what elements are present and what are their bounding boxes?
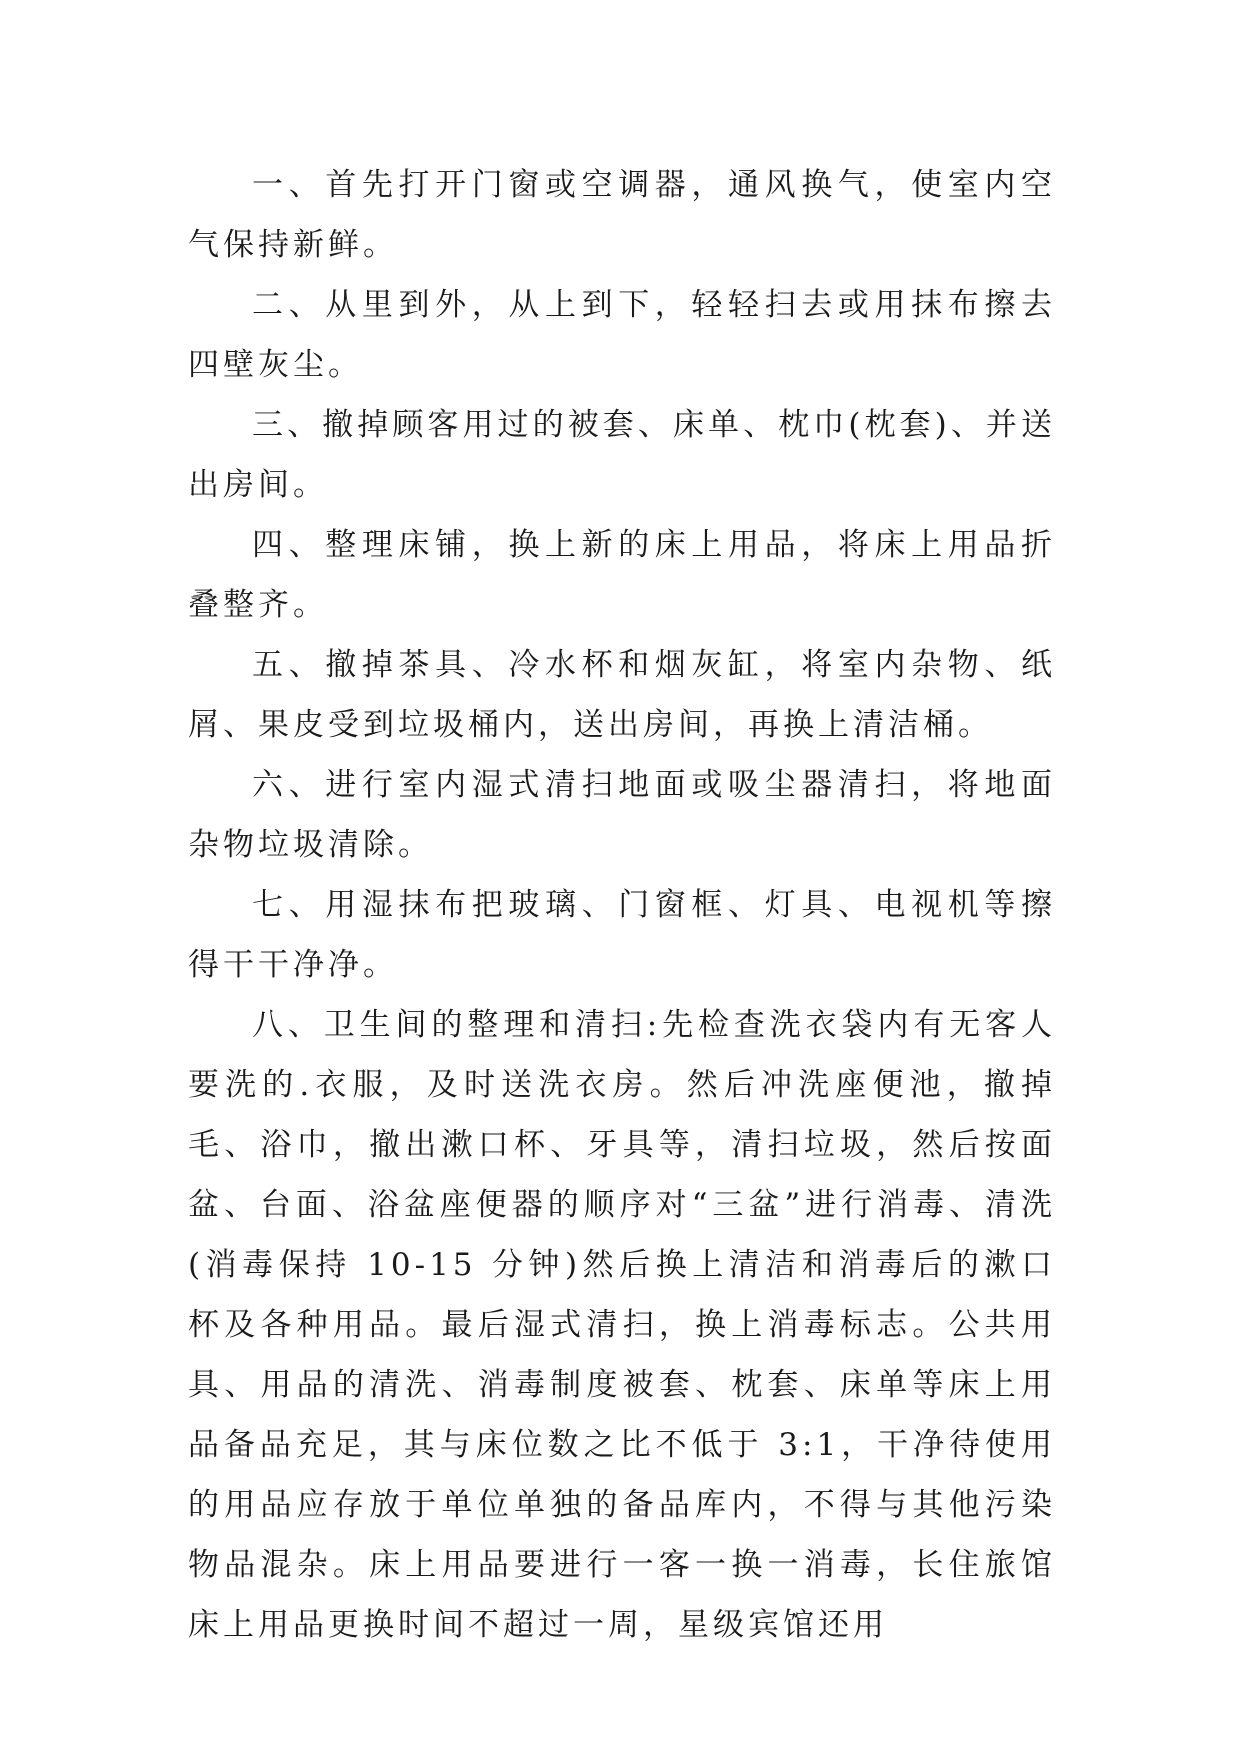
document-body: [188, 155, 1056, 1655]
paragraph-2: 二、从里到外，从上到下，轻轻扫去或用抹布擦去四壁灰尘。: [188, 287, 1056, 383]
paragraph-4: 四、整理床铺，换上新的床上用品，将床上用品折叠整齐。: [188, 527, 1056, 623]
paragraph-6: 六、进行室内湿式清扫地面或吸尘器清扫，将地面杂物垃圾清除。: [188, 767, 1056, 863]
paragraph-5: 五、撤掉茶具、冷水杯和烟灰缸，将室内杂物、纸屑、果皮受到垃圾桶内，送出房间，再换上清洁桶。: [188, 647, 1056, 743]
paragraph-7: 七、用湿抹布把玻璃、门窗框、灯具、电视机等擦得干干净净。: [188, 887, 1056, 983]
paragraph-1: 一、首先打开门窗或空调器，通风换气，使室内空气保持新鲜。: [188, 167, 1056, 263]
paragraph-3: 三、撤掉顾客用过的被套、床单、枕巾(枕套)、并送出房间。: [188, 407, 1056, 503]
paragraph-8: 八、卫生间的整理和清扫:先检查洗衣袋内有无客人要洗的.衣服，及时送洗衣房。然后冲洗座便池，撤掉毛、浴巾，撤出漱口杯、牙具等，清扫垃圾，然后按面盆、台面、浴盆座便器的顺序对“三盆”进行消毒、清洗(消毒保持 10-15 分钟)然后换上清洁和消毒后的漱口杯及各种用品。最后湿式清扫，换上消毒标志。公共用具、用品的清洗、消毒制度被套、枕套、床单等床上用品备品充足，其与床位数之比不低于 3:1，干净待使用的用品应存放于单位单独的备品库内，不得与其他污染物品混杂。床上用品要进行一客一换一消毒，长住旅馆床上用品更换时间不超过一周，星级宾馆还用: [188, 1007, 1056, 1643]
